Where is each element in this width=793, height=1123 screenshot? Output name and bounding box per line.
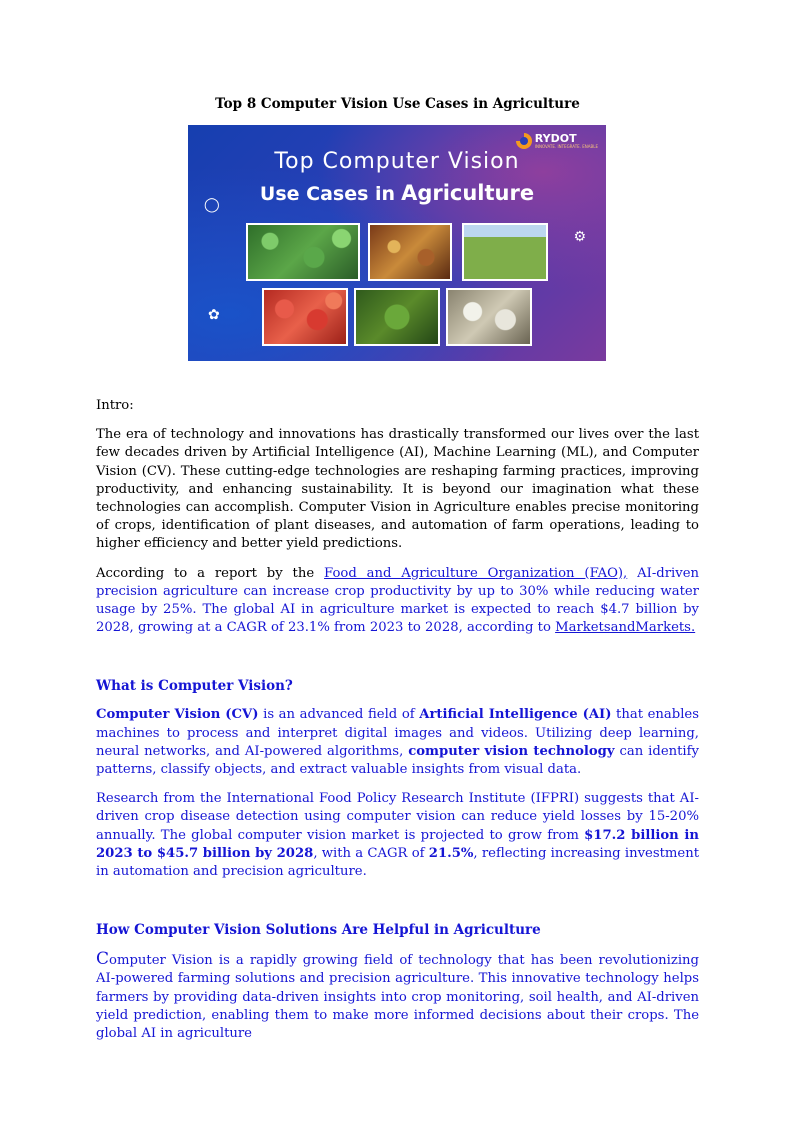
term-computer-vision: Computer Vision (CV) (96, 707, 259, 723)
intro-p2-middle: AI-driven precision agriculture can increase crop productivity by up to 30% while reducing water usage by 25%. The global AI in agriculture market is expected to reach $4.7 billion by 2028, growing at a CAGR of 23.1% from 2023 to 2028, according to (96, 565, 700, 636)
poultry-photo (446, 288, 532, 346)
term-cv-technology: computer vision technology (408, 743, 615, 759)
banner-heading-line2a: Use Cases in (259, 183, 396, 205)
logo-subtext: INNOVATE. INTEGRATE. ENABLE (534, 144, 598, 149)
section1-p2-text2: , with a CAGR of (313, 845, 429, 861)
section2-paragraph-1 (96, 950, 699, 1043)
section1-p1-text3: can identify patterns, classify objects, and extract valuable insights from visual data. (96, 743, 699, 778)
section1-p2-text3: , reflecting increasing investment in automation and precision agriculture. (96, 845, 699, 880)
logo-text: RYDOT (534, 132, 577, 145)
section1-paragraph-2 (96, 790, 699, 881)
hero-banner-image (188, 125, 606, 361)
livestock-field-photo (462, 223, 548, 281)
section-heading-what-is-cv: What is Computer Vision? (96, 678, 293, 695)
section2-p1-text: omputer Vision is a rapidly growing field of technology that has been revolutionizing AI-powered farming solutions and precision agriculture. This innovative technology helps farmers by providing data-driven insights into crop monitoring, soil health, and AI-driven yield prediction, enabling them to make more informed decisions about their crops. The global AI in agriculture (96, 953, 699, 1042)
section-heading-how-cv-helps: How Computer Vision Solutions Are Helpful in Agriculture (96, 922, 541, 939)
document-title: Top 8 Computer Vision Use Cases in Agriculture (215, 96, 580, 112)
grains-photo (368, 223, 452, 281)
intro-paragraph-1: The era of technology and innovations has drastically transformed our lives over the last few decades driven by Artificial Intelligence (AI), Machine Learning (ML), and Computer Vision (CV). These cutting-edge technologies are reshaping farming practices, improving productivity, and enhancing sustainability. It is beyond our imagination what these technologies can accomplish. Computer Vision in Agriculture enables precise monitoring of crops, identification of plant diseases, and automation of farm operations, leading to higher efficiency and better yield predictions. (96, 427, 699, 552)
banner-heading-line1: Top Computer Vision (274, 149, 520, 174)
crop-field-photo (354, 288, 440, 346)
section1-p1-text2: that enables machines to process and interpret digital images and videos. Utilizing deep learning, neural networks, and AI-powered algorithms, (96, 707, 700, 759)
apples-photo (262, 288, 348, 346)
intro-label: Intro: (96, 398, 134, 413)
section1-p2-text1: Research from the International Food Policy Research Institute (IFPRI) suggests that AI-driven crop disease detection using computer vision can reduce yield losses by 15-20% annually. The global computer vision market is projected to grow from (96, 791, 699, 843)
apple-scan-icon: ◯ (204, 197, 220, 213)
rydot-logo (516, 133, 598, 149)
leaf-scan-icon: ✿ (208, 307, 220, 323)
tractor-scan-icon: ⚙ (573, 229, 586, 245)
document-page (96, 95, 699, 1043)
dropcap-letter: C (96, 949, 110, 970)
section1-paragraph-1 (96, 706, 699, 779)
marketsandmarkets-link[interactable]: MarketsandMarkets. (555, 620, 696, 636)
intro-paragraph-2 (96, 565, 699, 638)
logo-mark-icon (516, 133, 532, 149)
fao-link[interactable]: Food and Agriculture Organization (FAO), (324, 565, 628, 581)
intro-p2-lead: According to a report by the (96, 565, 325, 581)
banner-heading-line2b: Agriculture (401, 181, 535, 205)
market-figure: $17.2 billion in 2023 to $45.7 billion by 2028 (96, 827, 700, 861)
term-ai: Artificial Intelligence (AI) (419, 707, 612, 723)
banner-heading-line2 (188, 181, 606, 205)
section1-p1-text1: is an advanced field of (258, 707, 420, 723)
leaves-photo (246, 223, 360, 281)
cagr-figure: 21.5% (428, 845, 474, 861)
